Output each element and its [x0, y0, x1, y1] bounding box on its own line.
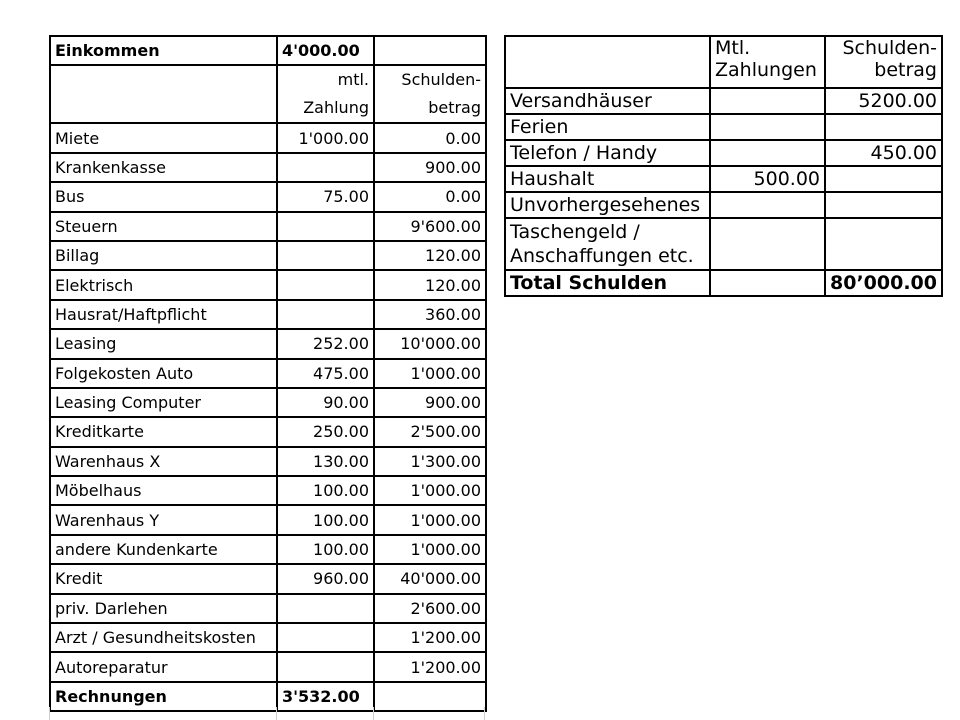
row-monthly: 250.00: [277, 417, 374, 446]
empty-cell: [374, 36, 486, 65]
debt-header-line1: Schulden-: [401, 70, 481, 90]
debt-header-line1: Schulden-: [842, 37, 937, 59]
row-label: priv. Darlehen: [50, 594, 277, 623]
row-monthly: [277, 212, 374, 241]
monthly-header-line2: Zahlung: [303, 98, 369, 118]
budget-table: [49, 35, 487, 712]
row-monthly: 252.00: [277, 329, 374, 358]
table-row: [50, 388, 486, 417]
row-debt: [825, 192, 942, 218]
row-debt: 2'500.00: [374, 417, 486, 446]
table-row: [50, 476, 486, 505]
total-bills-label: Rechnungen: [50, 682, 277, 711]
row-monthly: 130.00: [277, 447, 374, 476]
total-debt-value: 80’000.00: [825, 270, 942, 296]
row-monthly: [710, 140, 825, 166]
row-label: Möbelhaus: [50, 476, 277, 505]
monthly-header-line2: Zahlungen: [715, 59, 817, 81]
row-debt: 1'000.00: [374, 476, 486, 505]
row-debt: 0.00: [374, 182, 486, 211]
row-monthly: [710, 114, 825, 140]
row-debt: 0.00: [374, 123, 486, 152]
row-label: Telefon / Handy: [505, 140, 710, 166]
row-debt: 2'600.00: [374, 594, 486, 623]
pocket-money-row: [505, 218, 942, 270]
row-label: Bus: [50, 182, 277, 211]
table-row: [50, 300, 486, 329]
row-label: Versandhäuser: [505, 88, 710, 114]
table-row: [50, 417, 486, 446]
empty-cell: [825, 218, 942, 270]
row-debt: 1'000.00: [374, 359, 486, 388]
debt-header-line2: betrag: [874, 59, 937, 81]
row-monthly: [710, 88, 825, 114]
row-label: Krankenkasse: [50, 153, 277, 182]
income-label: Einkommen: [50, 36, 277, 65]
row-debt: 900.00: [374, 153, 486, 182]
table-row: [50, 182, 486, 211]
row-debt: [825, 114, 942, 140]
monthly-header-line1: mtl.: [337, 70, 369, 90]
row-monthly: 960.00: [277, 564, 374, 593]
row-debt: 5200.00: [825, 88, 942, 114]
table-row: [50, 123, 486, 152]
row-label: Hausrat/Haftpflicht: [50, 300, 277, 329]
empty-cell: [505, 36, 710, 88]
pocket-money-label: [505, 218, 710, 270]
row-debt: 1'000.00: [374, 505, 486, 534]
row-monthly: 100.00: [277, 505, 374, 534]
row-monthly: 100.00: [277, 535, 374, 564]
row-debt: [825, 166, 942, 192]
row-debt: 120.00: [374, 270, 486, 299]
table-row: [505, 192, 942, 218]
row-debt: 1'000.00: [374, 535, 486, 564]
total-debt-row: [505, 270, 942, 296]
monthly-payment-header: [277, 65, 374, 123]
row-monthly: 75.00: [277, 182, 374, 211]
table-row: [50, 270, 486, 299]
table-row: [505, 88, 942, 114]
debt-summary-table: [504, 35, 943, 297]
next-row-gridlines: [49, 707, 485, 720]
row-debt: 1'300.00: [374, 447, 486, 476]
total-bills-value: 3'532.00: [277, 682, 374, 711]
table-row: [50, 241, 486, 270]
monthly-header-line1: Mtl.: [715, 37, 751, 59]
row-label: Kreditkarte: [50, 417, 277, 446]
row-monthly: 90.00: [277, 388, 374, 417]
table-row: [50, 359, 486, 388]
row-label: andere Kundenkarte: [50, 535, 277, 564]
table-row: [50, 623, 486, 652]
row-label: Folgekosten Auto: [50, 359, 277, 388]
row-debt: 1'200.00: [374, 652, 486, 681]
table-row: [50, 329, 486, 358]
row-monthly: [277, 652, 374, 681]
table-row: [50, 447, 486, 476]
row-monthly: [277, 153, 374, 182]
debt-amount-header: [374, 65, 486, 123]
table-row: [50, 652, 486, 681]
row-monthly: [277, 241, 374, 270]
row-debt: 9'600.00: [374, 212, 486, 241]
row-label: Leasing: [50, 329, 277, 358]
table-row: [50, 535, 486, 564]
table-row: [50, 564, 486, 593]
row-label: Leasing Computer: [50, 388, 277, 417]
empty-cell: [710, 218, 825, 270]
row-label: Kredit: [50, 564, 277, 593]
row-label: Billag: [50, 241, 277, 270]
row-monthly: [277, 594, 374, 623]
row-label: Ferien: [505, 114, 710, 140]
table-row: [50, 594, 486, 623]
row-monthly: [277, 300, 374, 329]
row-debt: 1'200.00: [374, 623, 486, 652]
row-label: Miete: [50, 123, 277, 152]
monthly-payments-header: [710, 36, 825, 88]
row-monthly: [710, 192, 825, 218]
total-debt-label: Total Schulden: [505, 270, 710, 296]
pocket-money-line1: Taschengeld /: [510, 221, 640, 243]
table-row: [50, 505, 486, 534]
debt-amount-header: [825, 36, 942, 88]
row-label: Warenhaus Y: [50, 505, 277, 534]
row-label: Warenhaus X: [50, 447, 277, 476]
row-label: Steuern: [50, 212, 277, 241]
table-row: [505, 166, 942, 192]
row-monthly: 500.00: [710, 166, 825, 192]
row-debt: 40'000.00: [374, 564, 486, 593]
table-row: [50, 212, 486, 241]
empty-cell: [50, 65, 277, 123]
row-debt: 360.00: [374, 300, 486, 329]
row-monthly: [277, 623, 374, 652]
debt-header-line2: betrag: [428, 98, 481, 118]
column-header-row: [505, 36, 942, 88]
column-header-row: [50, 65, 486, 123]
table-row: [505, 114, 942, 140]
row-monthly: 100.00: [277, 476, 374, 505]
pocket-money-line2: Anschaffungen etc.: [510, 245, 694, 267]
row-monthly: 475.00: [277, 359, 374, 388]
row-label: Arzt / Gesundheitskosten: [50, 623, 277, 652]
row-monthly: 1'000.00: [277, 123, 374, 152]
row-debt: 120.00: [374, 241, 486, 270]
empty-cell: [710, 270, 825, 296]
row-label: Autoreparatur: [50, 652, 277, 681]
income-value: 4'000.00: [277, 36, 374, 65]
income-row: [50, 36, 486, 65]
table-row: [50, 153, 486, 182]
row-debt: 10'000.00: [374, 329, 486, 358]
row-monthly: [277, 270, 374, 299]
row-debt: 900.00: [374, 388, 486, 417]
row-debt: 450.00: [825, 140, 942, 166]
row-label: Haushalt: [505, 166, 710, 192]
row-label: Elektrisch: [50, 270, 277, 299]
table-row: [505, 140, 942, 166]
row-label: Unvorhergesehenes: [505, 192, 710, 218]
